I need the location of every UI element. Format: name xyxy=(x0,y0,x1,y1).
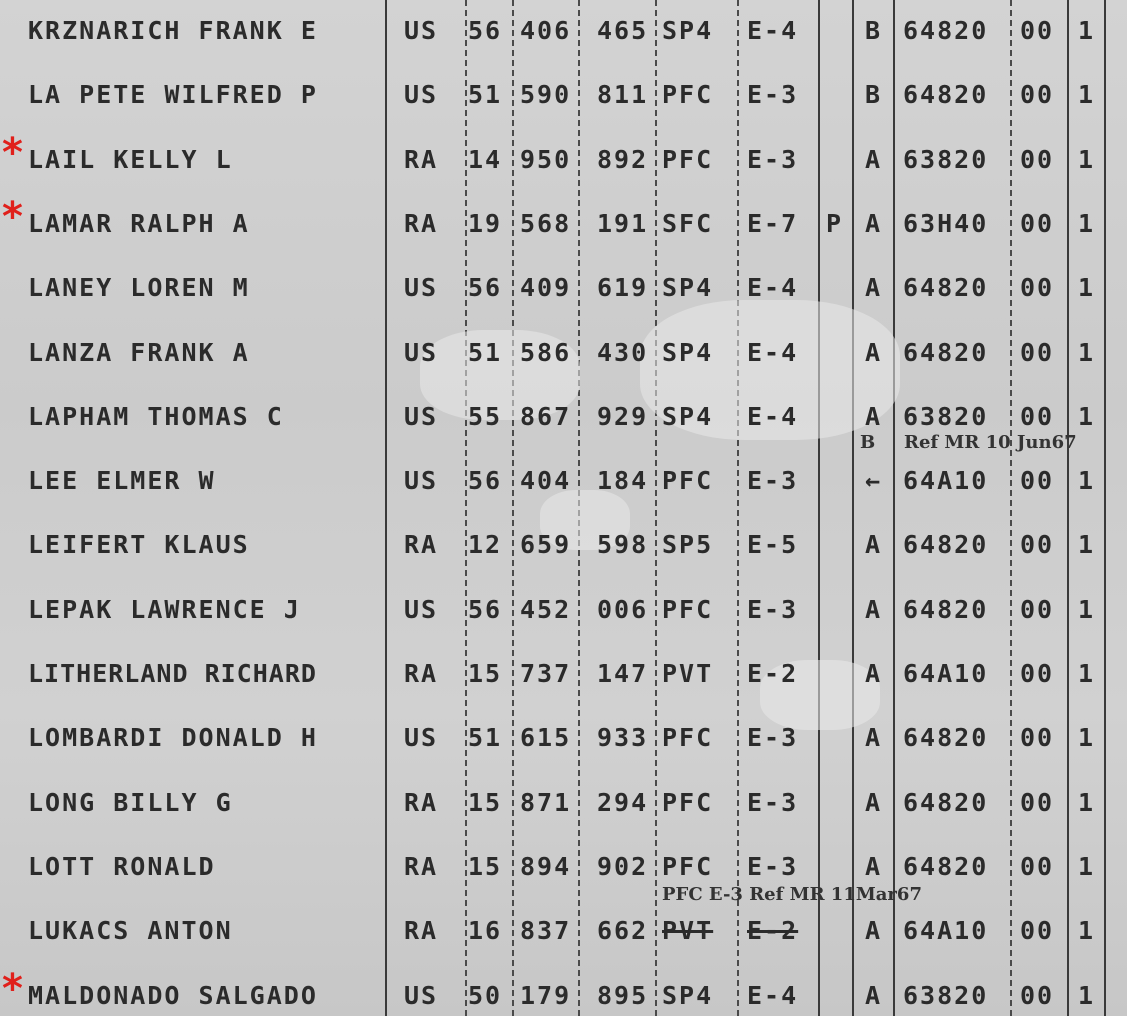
roster-row xyxy=(0,64,1127,128)
red-asterisk-mark: * xyxy=(2,130,23,176)
cell-rank: PFC xyxy=(662,466,714,495)
cell-mos: 64820 xyxy=(903,273,989,302)
cell-cls: A xyxy=(865,788,883,817)
cell-mos: 63H40 xyxy=(903,209,989,238)
cell-sn2: 894 xyxy=(520,852,572,881)
roster-row xyxy=(0,322,1127,386)
cell-code: 00 xyxy=(1020,338,1055,367)
cell-rank: SP4 xyxy=(662,402,714,431)
cell-sn1: 51 xyxy=(468,338,503,367)
cell-grade: E-4 xyxy=(747,981,799,1010)
cell-name: LANZA FRANK A xyxy=(28,338,250,367)
cell-code: 00 xyxy=(1020,595,1055,624)
cell-code: 00 xyxy=(1020,466,1055,495)
roster-row xyxy=(0,836,1127,900)
cell-mos: 64A10 xyxy=(903,916,989,945)
cell-rank: PVT xyxy=(662,659,714,688)
roster-row xyxy=(0,579,1127,643)
cell-grade: E-4 xyxy=(747,16,799,45)
cell-sn2: 404 xyxy=(520,466,572,495)
cell-mos: 64820 xyxy=(903,530,989,559)
cell-cls: A xyxy=(865,852,883,881)
cell-comp: US xyxy=(404,723,439,752)
cell-cls: A xyxy=(865,723,883,752)
cell-comp: US xyxy=(404,595,439,624)
roster-row xyxy=(0,514,1127,578)
cell-last: 1 xyxy=(1078,145,1096,174)
cell-grade: E-2 xyxy=(747,916,799,945)
cell-code: 00 xyxy=(1020,402,1055,431)
cell-rank: PVT xyxy=(662,916,714,945)
cell-last: 1 xyxy=(1078,80,1096,109)
cell-sn1: 56 xyxy=(468,16,503,45)
cell-sn3: 662 xyxy=(597,916,649,945)
cell-mos: 64820 xyxy=(903,338,989,367)
cell-comp: US xyxy=(404,402,439,431)
cell-comp: RA xyxy=(404,530,439,559)
cell-rank: PFC xyxy=(662,788,714,817)
cell-sn2: 950 xyxy=(520,145,572,174)
cell-sn2: 409 xyxy=(520,273,572,302)
cell-comp: RA xyxy=(404,788,439,817)
cell-code: 00 xyxy=(1020,788,1055,817)
cell-mos: 64820 xyxy=(903,595,989,624)
roster-row xyxy=(0,0,1127,64)
cell-name: KRZNARICH FRANK E xyxy=(28,16,318,45)
cell-mos: 64820 xyxy=(903,788,989,817)
cell-sn2: 615 xyxy=(520,723,572,752)
cell-rank: PFC xyxy=(662,723,714,752)
cell-code: 00 xyxy=(1020,530,1055,559)
cell-last: 1 xyxy=(1078,209,1096,238)
cell-sn3: 892 xyxy=(597,145,649,174)
cell-last: 1 xyxy=(1078,273,1096,302)
cell-last: 1 xyxy=(1078,916,1096,945)
cell-last: 1 xyxy=(1078,981,1096,1010)
cell-last: 1 xyxy=(1078,595,1096,624)
cell-code: 00 xyxy=(1020,16,1055,45)
cell-sn2: 452 xyxy=(520,595,572,624)
cell-rank: SP5 xyxy=(662,530,714,559)
cell-name: LANEY LOREN M xyxy=(28,273,250,302)
cell-last: 1 xyxy=(1078,723,1096,752)
cell-rank: SP4 xyxy=(662,16,714,45)
cell-sn3: 430 xyxy=(597,338,649,367)
cell-mos: 64A10 xyxy=(903,466,989,495)
cell-comp: RA xyxy=(404,916,439,945)
cell-name: LOTT RONALD xyxy=(28,852,216,881)
cell-code: 00 xyxy=(1020,209,1055,238)
cell-last: 1 xyxy=(1078,338,1096,367)
cell-sn3: 811 xyxy=(597,80,649,109)
cell-sn1: 14 xyxy=(468,145,503,174)
cell-rank: PFC xyxy=(662,145,714,174)
cell-name: LEPAK LAWRENCE J xyxy=(28,595,301,624)
cell-rank: SFC xyxy=(662,209,714,238)
cell-mos: 64820 xyxy=(903,16,989,45)
cell-sn3: 294 xyxy=(597,788,649,817)
cell-mos: 64820 xyxy=(903,852,989,881)
cell-rank: PFC xyxy=(662,595,714,624)
cell-grade: E-3 xyxy=(747,80,799,109)
roster-row xyxy=(0,450,1127,514)
cell-code: 00 xyxy=(1020,723,1055,752)
cell-rank: PFC xyxy=(662,80,714,109)
cell-sn2: 406 xyxy=(520,16,572,45)
roster-row xyxy=(0,900,1127,964)
cell-cls: A xyxy=(865,273,883,302)
cell-comp: RA xyxy=(404,852,439,881)
cell-sn3: 184 xyxy=(597,466,649,495)
cell-code: 00 xyxy=(1020,145,1055,174)
cell-sn3: 147 xyxy=(597,659,649,688)
red-asterisk-mark: * xyxy=(2,966,23,1012)
cell-sn2: 867 xyxy=(520,402,572,431)
cell-comp: RA xyxy=(404,209,439,238)
cell-grade: E-5 xyxy=(747,530,799,559)
cell-rank: PFC xyxy=(662,852,714,881)
cell-sn3: 598 xyxy=(597,530,649,559)
cell-cls: A xyxy=(865,595,883,624)
cell-grade: E-7 xyxy=(747,209,799,238)
cell-comp: US xyxy=(404,80,439,109)
cell-sn2: 837 xyxy=(520,916,572,945)
cell-sn1: 19 xyxy=(468,209,503,238)
cell-sn2: 659 xyxy=(520,530,572,559)
cell-code: 00 xyxy=(1020,852,1055,881)
cell-code: 00 xyxy=(1020,80,1055,109)
cell-cls: A xyxy=(865,659,883,688)
cell-rank: SP4 xyxy=(662,981,714,1010)
cell-code: 00 xyxy=(1020,659,1055,688)
cell-name: LONG BILLY G xyxy=(28,788,233,817)
cell-grade: E-4 xyxy=(747,273,799,302)
cell-grade: E-3 xyxy=(747,466,799,495)
cell-grade: E-3 xyxy=(747,595,799,624)
cell-cls: A xyxy=(865,145,883,174)
cell-name: LAMAR RALPH A xyxy=(28,209,250,238)
cell-sn3: 895 xyxy=(597,981,649,1010)
cell-mos: 63820 xyxy=(903,981,989,1010)
cell-sn3: 619 xyxy=(597,273,649,302)
cell-grade: E-4 xyxy=(747,402,799,431)
cell-sn2: 179 xyxy=(520,981,572,1010)
cell-rank: SP4 xyxy=(662,338,714,367)
cell-last: 1 xyxy=(1078,402,1096,431)
cell-name: LAIL KELLY L xyxy=(28,145,233,174)
annotation-correction-note: PFC E-3 Ref MR 11Mar67 xyxy=(662,884,922,905)
cell-cls: ← xyxy=(865,466,883,495)
cell-mos: 63820 xyxy=(903,402,989,431)
cell-rank: SP4 xyxy=(662,273,714,302)
cell-sn2: 737 xyxy=(520,659,572,688)
cell-cls: A xyxy=(865,981,883,1010)
cell-name: LA PETE WILFRED P xyxy=(28,80,318,109)
roster-row xyxy=(0,707,1127,771)
cell-name: LAPHAM THOMAS C xyxy=(28,402,284,431)
cell-sn3: 006 xyxy=(597,595,649,624)
red-asterisk-mark: * xyxy=(2,194,23,240)
cell-comp: RA xyxy=(404,145,439,174)
cell-cls: A xyxy=(865,338,883,367)
cell-sn1: 51 xyxy=(468,80,503,109)
cell-mos: 64A10 xyxy=(903,659,989,688)
cell-sn2: 590 xyxy=(520,80,572,109)
cell-sn3: 902 xyxy=(597,852,649,881)
cell-sn3: 929 xyxy=(597,402,649,431)
cell-sn1: 15 xyxy=(468,852,503,881)
cell-last: 1 xyxy=(1078,852,1096,881)
cell-cls: A xyxy=(865,916,883,945)
cell-code: 00 xyxy=(1020,916,1055,945)
cell-grade: E-3 xyxy=(747,145,799,174)
annotation-class-b: B xyxy=(860,432,876,453)
cell-last: 1 xyxy=(1078,788,1096,817)
roster-row xyxy=(0,965,1127,1016)
roster-row xyxy=(0,193,1127,257)
cell-sn1: 15 xyxy=(468,788,503,817)
cell-grade: E-4 xyxy=(747,338,799,367)
cell-comp: US xyxy=(404,338,439,367)
cell-sn1: 15 xyxy=(468,659,503,688)
roster-row xyxy=(0,257,1127,321)
roster-row xyxy=(0,643,1127,707)
cell-sn3: 191 xyxy=(597,209,649,238)
cell-sn3: 465 xyxy=(597,16,649,45)
cell-comp: US xyxy=(404,981,439,1010)
annotation-ref-note: Ref MR 10 Jun67 xyxy=(904,432,1077,453)
cell-cls: B xyxy=(865,16,883,45)
cell-grade: E-3 xyxy=(747,723,799,752)
roster-row xyxy=(0,772,1127,836)
cell-name: LEE ELMER W xyxy=(28,466,216,495)
cell-code: 00 xyxy=(1020,273,1055,302)
cell-comp: US xyxy=(404,466,439,495)
cell-name: LITHERLAND RICHARD xyxy=(28,659,317,688)
cell-code: 00 xyxy=(1020,981,1055,1010)
cell-name: LUKACS ANTON xyxy=(28,916,233,945)
cell-flag: P xyxy=(826,209,844,238)
cell-grade: E-3 xyxy=(747,788,799,817)
cell-cls: A xyxy=(865,209,883,238)
cell-comp: US xyxy=(404,273,439,302)
cell-sn1: 51 xyxy=(468,723,503,752)
cell-mos: 64820 xyxy=(903,80,989,109)
cell-cls: B xyxy=(865,80,883,109)
cell-comp: RA xyxy=(404,659,439,688)
cell-sn2: 586 xyxy=(520,338,572,367)
cell-sn1: 56 xyxy=(468,466,503,495)
cell-name: LEIFERT KLAUS xyxy=(28,530,250,559)
cell-last: 1 xyxy=(1078,16,1096,45)
cell-name: MALDONADO SALGADO xyxy=(28,981,318,1010)
cell-name: LOMBARDI DONALD H xyxy=(28,723,318,752)
cell-sn1: 16 xyxy=(468,916,503,945)
cell-sn2: 568 xyxy=(520,209,572,238)
cell-sn3: 933 xyxy=(597,723,649,752)
roster-row xyxy=(0,129,1127,193)
cell-sn1: 12 xyxy=(468,530,503,559)
cell-sn2: 871 xyxy=(520,788,572,817)
cell-grade: E-2 xyxy=(747,659,799,688)
cell-last: 1 xyxy=(1078,530,1096,559)
cell-cls: A xyxy=(865,402,883,431)
cell-comp: US xyxy=(404,16,439,45)
cell-grade: E-3 xyxy=(747,852,799,881)
cell-sn1: 50 xyxy=(468,981,503,1010)
cell-sn1: 56 xyxy=(468,595,503,624)
cell-mos: 63820 xyxy=(903,145,989,174)
cell-cls: A xyxy=(865,530,883,559)
cell-mos: 64820 xyxy=(903,723,989,752)
cell-sn1: 55 xyxy=(468,402,503,431)
cell-last: 1 xyxy=(1078,466,1096,495)
cell-last: 1 xyxy=(1078,659,1096,688)
cell-sn1: 56 xyxy=(468,273,503,302)
